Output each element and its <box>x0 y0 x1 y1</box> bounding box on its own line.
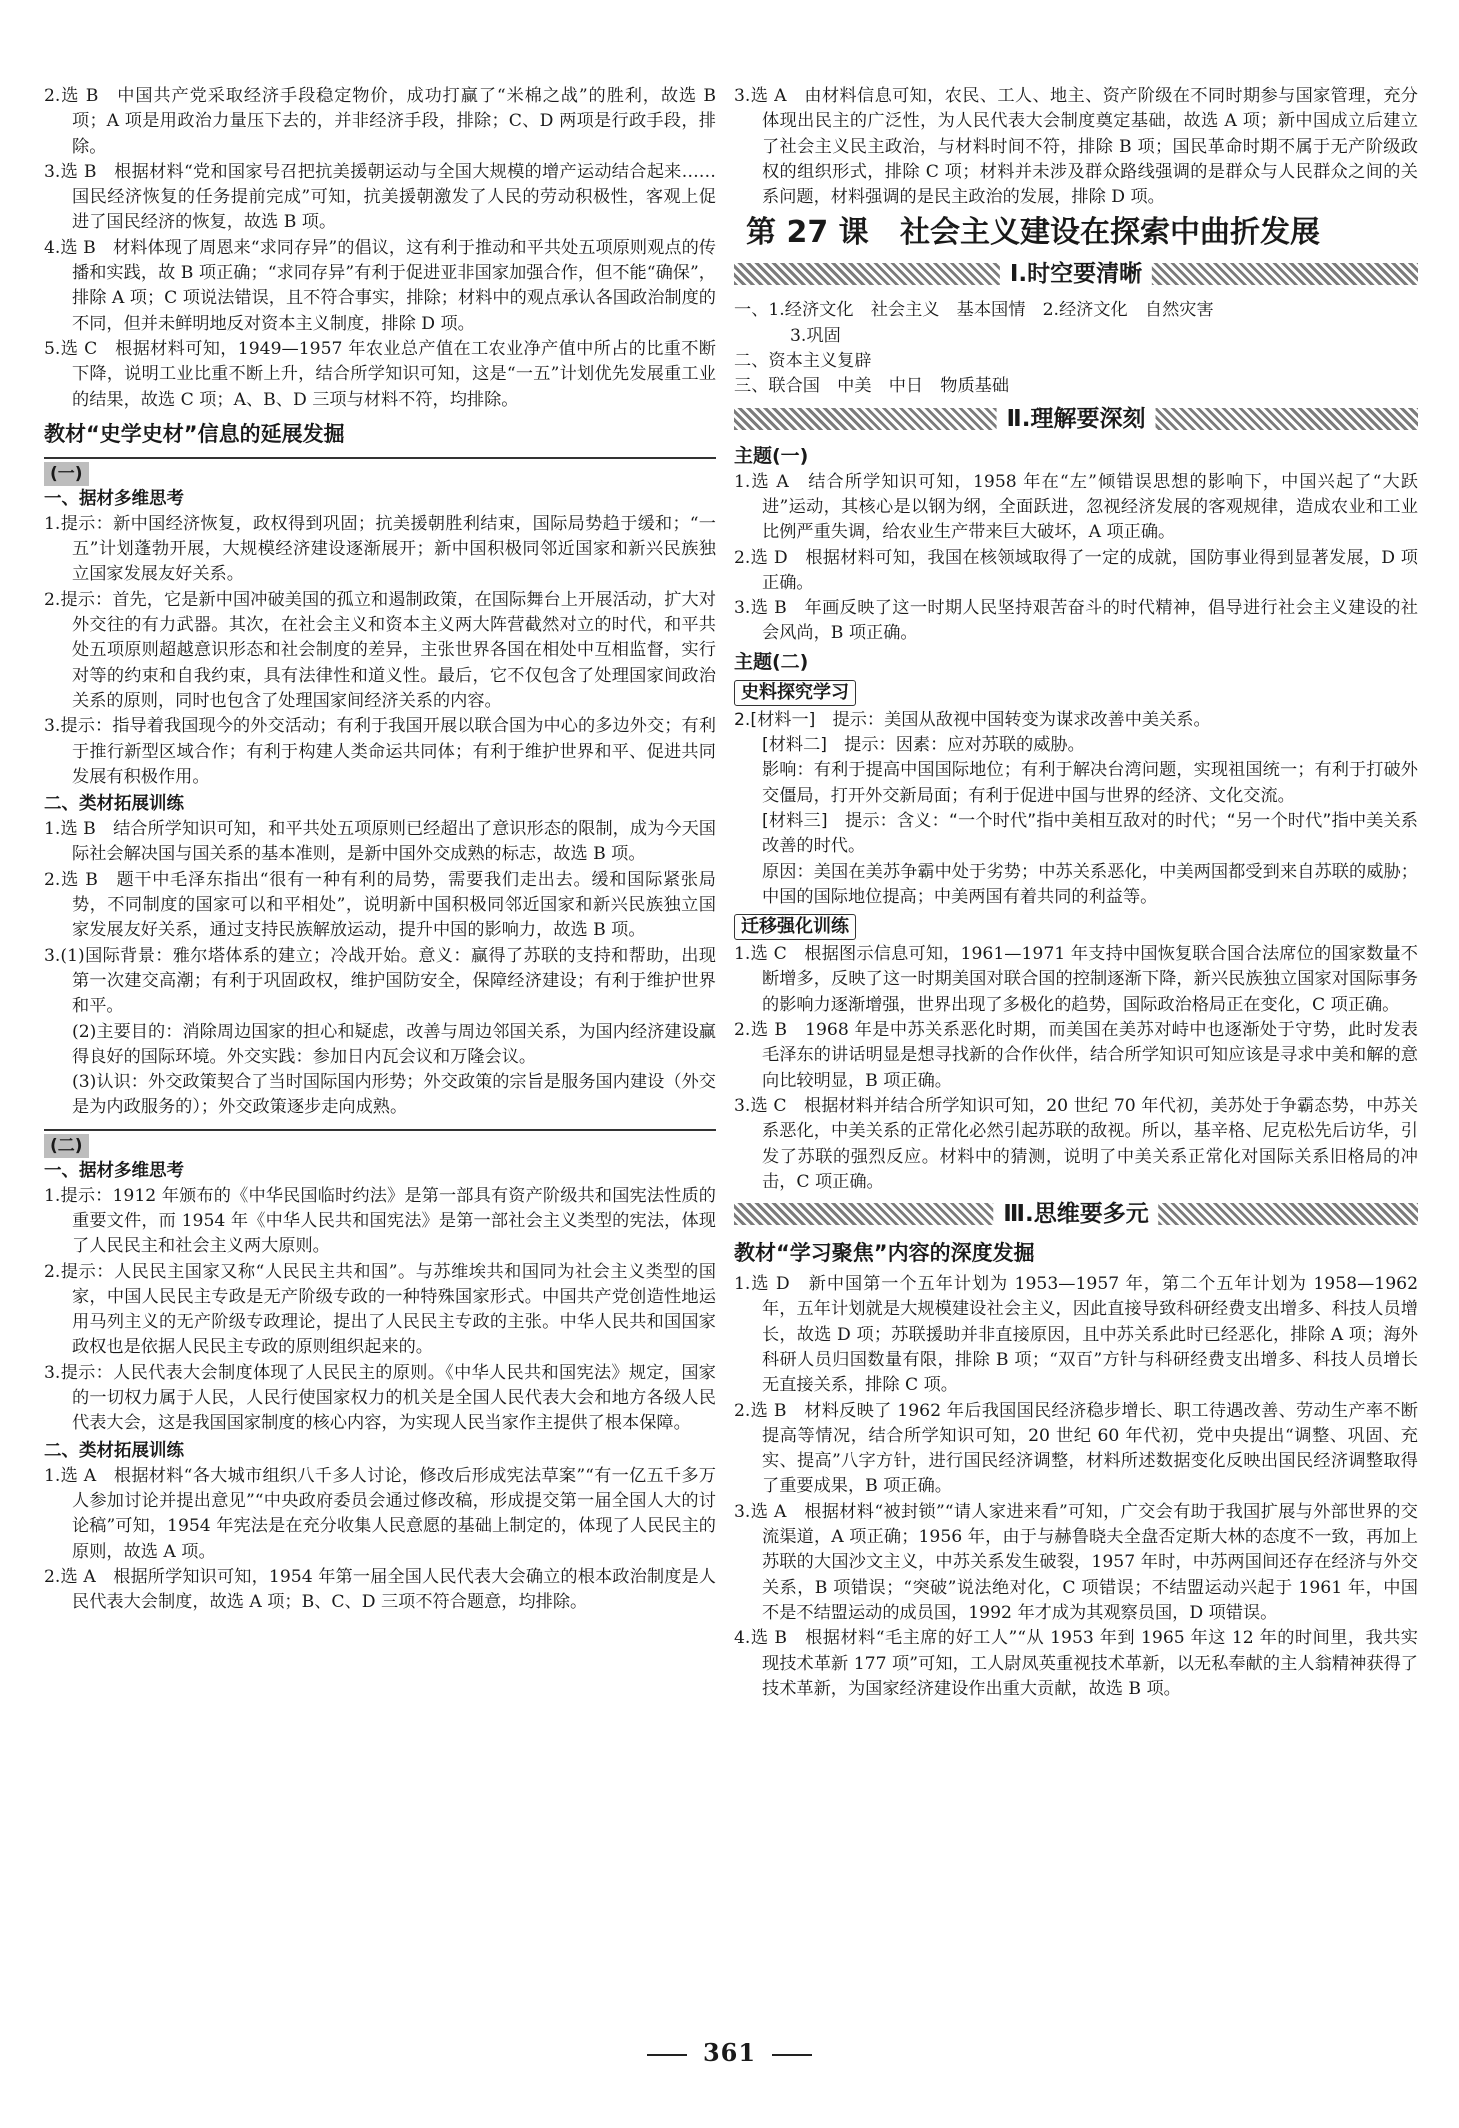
timeline-answer: 3.巩固 <box>790 325 841 346</box>
answer-item: 3.提示：指导着我国现今的外交活动；有利于我国开展以联合国为中心的多边外交；有利于推行新型区域合作；有利于构建人类命运共同体；有利于维护世界和平、促进共同发展有积极作用。 <box>44 716 716 787</box>
answer-item: 3.选 B 年画反映了这一时期人民坚持艰苦奋斗的时代精神，倡导进行社会主义建设的社会风尚，B 项正确。 <box>734 598 1418 644</box>
left-column <box>44 84 716 1615</box>
answer-item: 2.[材料一] 提示：美国从敌视中国转变为谋求改善中美关系。 <box>734 709 1211 730</box>
answer-item: 2.选 B 材料反映了 1962 年后我国国民经济稳步增长、职工待遇改善、劳动生产率不断提高等情况，结合所学知识可知，20 世纪 60 年代初，党中央提出“调整、巩固、充实、提高”八字方针，进行国民经济调整，材料所述数据变化反映出国民经济调整取得了重要成果，B 项正确。 <box>734 1400 1418 1497</box>
subsection-heading: 一、据材多维思考 <box>44 1160 184 1181</box>
answer-item: 1.选 D 新中国第一个五年计划为 1953—1957 年，第二个五年计划为 1958—1962 年，五年计划就是大规模建设社会主义，因此直接导致科研经费支出增多、科技人员增长，故选 D 项；苏联援助并非直接原因，且中苏关系此时已经恶化，排除 A 项；海外科研人员归国数量有限，排除 B 项；“双百”方针与科研经费支出增多、科技人员增长无直接关系，排除 C 项。 <box>734 1274 1418 1396</box>
answer-item: 2.选 A 根据所学知识可知，1954 年第一届全国人民代表大会确立的根本政治制度是人民代表大会制度，故选 A 项；B、C、D 三项不符合题意，均排除。 <box>44 1566 716 1613</box>
answer-subitem: 影响：有利于提高中国国际地位；有利于解决台湾问题，实现祖国统一；有利于打破外交僵局，打开外交新局面；有利于促进中国与世界的经济、文化交流。 <box>762 760 1418 806</box>
answer-item: 3.选 A 由材料信息可知，农民、工人、地主、资产阶级在不同时期参与国家管理，充分体现出民主的广泛性，为人民代表大会制度奠定基础，故选 A 项；新中国成立后建立了社会主义民主政治，与材料时间不符，排除 B 项；国民革命时期不属于无产阶级政权的组织形式，排除 C 项；材料并未涉及群众路线强调的是群众与人民群众之间的关系问题，材料强调的是民主政治的发展，排除 D 项。 <box>734 86 1418 208</box>
timeline-answer: 三、联合国 中美 中日 物质基础 <box>734 376 1010 397</box>
topic-heading: 主题(一) <box>734 444 809 467</box>
answer-subitem: 原因：美国在美苏争霸中处于劣势；中苏关系恶化，中美两国都受到来自苏联的威胁；中国的国际地位提高；中美两国有着共同的利益等。 <box>762 861 1418 907</box>
lesson-number: 第 27 课 <box>746 215 869 251</box>
answer-item: 2.选 D 根据材料可知，我国在核领域取得了一定的成就，国防事业得到显著发展，D 项正确。 <box>734 547 1418 593</box>
section-band: Ⅱ.理解要深刻 <box>734 403 1418 437</box>
answer-subitem: [材料二] 提示：因素：应对苏联的威胁。 <box>762 735 1085 756</box>
answer-item: 4.选 B 根据材料“毛主席的好工人”“从 1953 年到 1965 年这 12 年的时间里，我共实现技术革新 177 项”可知，工人尉凤英重视技术革新，以无私奉献的主人翁精神获得了技术革新，为国家经济建设作出重大贡献，故选 B 项。 <box>734 1628 1418 1699</box>
answer-item: 1.选 C 根据图示信息可知，1961—1971 年支持中国恢复联合国合法席位的国家数量不断增多，反映了这一时期美国对联合国的控制逐渐下降，新兴民族独立国家对国际事务的影响力逐渐增强，世界出现了多极化的趋势，国际政治格局正在变化，C 项正确。 <box>734 944 1418 1015</box>
subsection-heading: 一、据材多维思考 <box>44 488 184 509</box>
answer-item: 5.选 C 根据材料可知，1949—1957 年农业总产值在工农业净产值中所占的比重不断下降，说明工业比重不断上升，结合所学知识可知，这是“一五”计划优先发展重工业的结果，故选 C 项；A、B、D 三项与材料不符，均排除。 <box>44 338 716 410</box>
answer-item: 3.选 B 根据材料“党和国家号召把抗美援朝运动与全国大规模的增产运动结合起来……国民经济恢复的任务提前完成”可知，抗美援朝激发了人民的劳动积极性，客观上促进了国民经济的恢复，故选 B 项。 <box>44 161 716 233</box>
timeline-answer: 二、资本主义复辟 <box>734 351 872 372</box>
answer-subitem: (2)主要目的：消除周边国家的担心和疑虑，改善与周边邻国关系，为国内经济建设赢得良好的国际环境。外交实践：参加日内瓦会议和万隆会议。 <box>72 1021 716 1067</box>
section-band: Ⅲ.思维要多元 <box>734 1198 1418 1232</box>
answer-item: 3.选 C 根据材料并结合所学知识可知，20 世纪 70 年代初，美苏处于争霸态势，中苏关系恶化，中美关系的正常化必然引起苏联的敌视。所以，基辛格、尼克松先后访华，引发了苏联的强烈反应。材料中的猜测，说明了中美关系正常化对国际关系旧格局的冲击，C 项正确。 <box>734 1095 1418 1192</box>
answer-item: 3.(1)国际背景：雅尔塔体系的建立；冷战开始。意义：赢得了苏联的支持和帮助，出现第一次建交高潮；有利于巩固政权，维护国防安全，保障经济建设；有利于维护世界和平。 <box>44 945 716 1017</box>
answer-item: 2.提示：首先，它是新中国冲破美国的孤立和遏制政策，在国际舞台上开展活动，扩大对外交往的有力武器。其次，在社会主义和资本主义两大阵营截然对立的时代，和平共处五项原则超越意识形态和社会制度的差异，主张世界各国在相处中互相监督，实行对等的约束和自我约束，具有法律性和道义性。最后，它不仅包含了处理国家间政治关系的原则，同时也包含了处理国家间经济关系的内容。 <box>44 589 716 711</box>
box-label: 史料探究学习 <box>734 680 856 706</box>
answer-item: 1.选 B 结合所学知识可知，和平共处五项原则已经超出了意识形态的限制，成为今天国际社会解决国与国关系的基本准则，是新中国外交成熟的标志，故选 B 项。 <box>44 819 716 865</box>
section-heading: 教材“史学史材”信息的延展发掘 <box>44 421 345 446</box>
answer-item: 1.提示：1912 年颁布的《中华民国临时约法》是第一部具有资产阶级共和国宪法性质的重要文件，而 1954 年《中华人民共和国宪法》是第一部社会主义类型的宪法，体现了人民民主和社会主义两大原则。 <box>44 1185 716 1257</box>
answer-item: 3.选 A 根据材料“被封锁”“请人家进来看”可知，广交会有助于我国扩展与外部世界的交流渠道，A 项正确；1956 年，由于与赫鲁晓夫全盘否定斯大林的态度不一致，再加上苏联的大国沙文主义，中苏关系发生破裂，1957 年时，中苏两国间还存在经济与外交关系，B 项错误；“突破”说法绝对化，C 项错误；不结盟运动兴起于 1961 年，中国不是不结盟运动的成员国，1992 年才成为其观察员国，D 项错误。 <box>734 1501 1418 1623</box>
answer-item: 2.提示：人民民主国家又称“人民民主共和国”。与苏维埃共和国同为社会主义类型的国家，中国人民民主专政是无产阶级专政的一种特殊国家形式。中国共产党创造性地运用马列主义的无产阶级专政理论，提出了人民民主专政的主张。中华人民共和国国家政权也是依据人民民主专政的原则组织起来的。 <box>44 1261 716 1358</box>
part-tag: (二) <box>44 1129 716 1157</box>
lesson-title <box>746 212 1418 254</box>
lesson-name: 社会主义建设在探索中曲折发展 <box>899 215 1320 251</box>
answer-item: 1.选 A 根据材料“各大城市组织八千多人讨论，修改后形成宪法草案”“有一亿五千多万人参加讨论并提出意见”“中央政府委员会通过修改稿，形成提交第一届全国人大的讨论稿”可知，1954 年宪法是在充分收集人民意愿的基础上制定的，体现了人民民主的原则，故选 A 项。 <box>44 1465 716 1562</box>
answer-item: 4.选 B 材料体现了周恩来“求同存异”的倡议，这有利于推动和平共处五项原则观点的传播和实践，故 B 项正确；“求同存异”有利于促进亚非国家加强合作，但不能“确保”，排除 A 项；C 项说法错误，且不符合事实，排除；材料中的观点承认各国政治制度的不同，但并未鲜明地反对资本主义制度，排除 D 项。 <box>44 237 716 334</box>
answer-subitem: (3)认识：外交政策契合了当时国际国内形势；外交政策的宗旨是服务国内建设（外交是为内政服务的）；外交政策逐步走向成熟。 <box>72 1072 716 1118</box>
right-column <box>734 84 1418 1702</box>
part-tag: (一) <box>44 457 716 485</box>
subsection-heading: 二、类材拓展训练 <box>44 794 184 815</box>
answer-item: 2.选 B 中国共产党采取经济手段稳定物价，成功打赢了“米棉之战”的胜利，故选 B 项；A 项是用政治力量压下去的，并非经济手段，排除；C、D 两项是行政手段，排除。 <box>44 86 716 157</box>
answer-subitem: [材料三] 提示：含义：“一个时代”指中美相互敌对的时代；“另一个时代”指中美关系改善的时代。 <box>762 810 1418 857</box>
answer-item: 2.选 B 1968 年是中苏关系恶化时期，而美国在美苏对峙中也逐渐处于守势，此时发表毛泽东的讲话明显是想寻找新的合作伙伴，结合所学知识可知应该是寻求中美和解的意向比较明显，B 项正确。 <box>734 1020 1418 1091</box>
box-label: 迁移强化训练 <box>734 914 856 940</box>
answer-item: 1.提示：新中国经济恢复，政权得到巩固；抗美援朝胜利结束，国际局势趋于缓和；“一五”计划蓬勃开展，大规模经济建设逐渐展开；新中国积极同邻近国家和新兴民族独立国家发展友好关系。 <box>44 513 716 585</box>
answer-item: 3.提示：人民代表大会制度体现了人民民主的原则。《中华人民共和国宪法》规定，国家的一切权力属于人民，人民行使国家权力的机关是全国人民代表大会和地方各级人民代表大会，这是我国国家制度的核心内容，为实现人民当家作主提供了根本保障。 <box>44 1362 716 1434</box>
section-band: Ⅰ.时空要清晰 <box>734 258 1418 292</box>
section-heading: 教材“学习聚焦”内容的深度发掘 <box>734 1241 1035 1266</box>
answer-item: 1.选 A 结合所学知识可知，1958 年在“左”倾错误思想的影响下，中国兴起了“大跃进”运动，其核心是以钢为纲，全面跃进，忽视经济发展的客观规律，造成农业和工业比例严重失调，给农业生产带来巨大破坏，A 项正确。 <box>734 471 1418 543</box>
answer-item: 2.选 B 题干中毛泽东指出“很有一种有利的局势，需要我们走出去。缓和国际紧张局势，不同制度的国家可以和平相处”，说明新中国积极同邻近国家和新兴民族独立国家发展友好关系，通过支持民族解放运动，提升中国的影响力，故选 B 项。 <box>44 869 716 941</box>
topic-heading: 主题(二) <box>734 650 809 673</box>
subsection-heading: 二、类材拓展训练 <box>44 1440 184 1461</box>
page-number: 361 <box>0 2038 1459 2067</box>
timeline-answer: 一、1.经济文化 社会主义 基本国情 2.经济文化 自然灾害 <box>734 300 1214 321</box>
